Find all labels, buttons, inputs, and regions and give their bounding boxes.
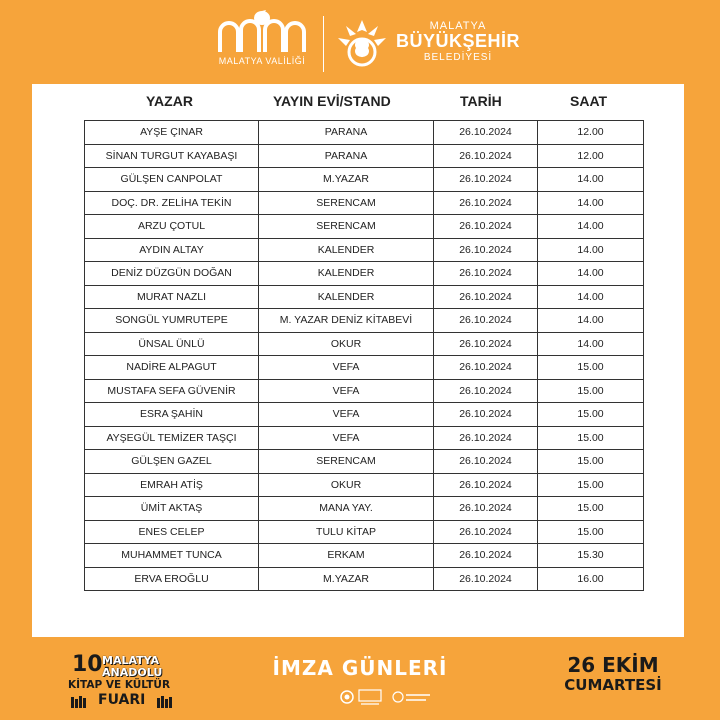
buyuksehir-wordmark <box>396 20 520 63</box>
cell-author: NADİRE ALPAGUT <box>85 356 259 380</box>
cell-publisher: M.YAZAR <box>259 168 434 192</box>
table-row <box>85 356 644 380</box>
fair-line-fuari: FUARI <box>98 692 146 708</box>
cell-author: ENES CELEP <box>85 520 259 544</box>
malatya-valiligi-logo <box>212 10 312 80</box>
malatya-buyuksehir-logo <box>332 14 521 74</box>
cell-date: 26.10.2024 <box>434 332 538 356</box>
cell-date: 26.10.2024 <box>434 191 538 215</box>
cell-publisher: SERENCAM <box>259 191 434 215</box>
cell-publisher: PARANA <box>259 121 434 145</box>
cell-date: 26.10.2024 <box>434 168 538 192</box>
cell-time: 14.00 <box>538 332 644 356</box>
cell-author: SİNAN TURGUT KAYABAŞI <box>85 144 259 168</box>
table-row <box>85 497 644 521</box>
cell-author: EMRAH ATİŞ <box>85 473 259 497</box>
cell-date: 26.10.2024 <box>434 309 538 333</box>
cell-date: 26.10.2024 <box>434 450 538 474</box>
fair-line-malatya: MALATYA <box>102 654 160 667</box>
cell-time: 15.30 <box>538 544 644 568</box>
header-yazar: YAZAR <box>146 93 193 109</box>
cell-date: 26.10.2024 <box>434 238 538 262</box>
header-divider <box>323 16 324 72</box>
fair-line-anadolu: ANADOLU <box>102 666 163 679</box>
cell-time: 15.00 <box>538 356 644 380</box>
schedule-panel <box>32 84 684 637</box>
cell-date: 26.10.2024 <box>434 403 538 427</box>
cell-publisher: TULU KİTAP <box>259 520 434 544</box>
fair-line-kitap: KİTAP VE KÜLTÜR <box>68 679 171 691</box>
event-date <box>548 654 678 694</box>
fair-number: 10. <box>72 652 111 677</box>
table-row <box>85 144 644 168</box>
cell-publisher: MANA YAY. <box>259 497 434 521</box>
table-row <box>85 403 644 427</box>
cell-time: 15.00 <box>538 426 644 450</box>
cell-author: AYDIN ALTAY <box>85 238 259 262</box>
table-row <box>85 238 644 262</box>
cell-date: 26.10.2024 <box>434 215 538 239</box>
cell-publisher: VEFA <box>259 403 434 427</box>
table-row <box>85 285 644 309</box>
cell-author: AYŞE ÇINAR <box>85 121 259 145</box>
cell-date: 26.10.2024 <box>434 544 538 568</box>
table-row <box>85 215 644 239</box>
table-row <box>85 379 644 403</box>
bb-line2: BÜYÜKŞEHİR <box>396 31 521 52</box>
table-body <box>85 121 644 591</box>
cell-time: 14.00 <box>538 238 644 262</box>
cell-time: 14.00 <box>538 262 644 286</box>
cell-publisher: KALENDER <box>259 285 434 309</box>
cell-author: GÜLŞEN CANPOLAT <box>85 168 259 192</box>
cell-author: ERVA EROĞLU <box>85 567 259 591</box>
column-headers <box>32 90 684 116</box>
table-row <box>85 567 644 591</box>
bb-line1: MALATYA <box>429 20 487 32</box>
cell-date: 26.10.2024 <box>434 379 538 403</box>
date-weekday: CUMARTESİ <box>564 676 662 694</box>
valilik-label: MALATYA VALİLİĞİ <box>218 56 306 66</box>
table-row <box>85 473 644 497</box>
cell-time: 12.00 <box>538 144 644 168</box>
cell-author: GÜLŞEN GAZEL <box>85 450 259 474</box>
cell-date: 26.10.2024 <box>434 144 538 168</box>
cell-publisher: ERKAM <box>259 544 434 568</box>
buyuksehir-emblem-icon <box>332 14 392 74</box>
header <box>0 0 720 84</box>
cell-time: 15.00 <box>538 379 644 403</box>
cell-publisher: SERENCAM <box>259 215 434 239</box>
cell-author: ÜMİT AKTAŞ <box>85 497 259 521</box>
cell-author: ESRA ŞAHİN <box>85 403 259 427</box>
table-row <box>85 262 644 286</box>
cell-date: 26.10.2024 <box>434 121 538 145</box>
header-tarih: TARİH <box>460 93 502 109</box>
cell-time: 15.00 <box>538 403 644 427</box>
cell-date: 26.10.2024 <box>434 473 538 497</box>
cell-author: ÜNSAL ÜNLÜ <box>85 332 259 356</box>
cell-publisher: M.YAZAR <box>259 567 434 591</box>
cell-publisher: VEFA <box>259 379 434 403</box>
header-saat: SAAT <box>570 93 608 109</box>
kosgeb-logo-icon <box>358 688 382 706</box>
footer <box>0 640 720 720</box>
valilik-arches-icon <box>214 10 310 54</box>
table-row <box>85 332 644 356</box>
cell-author: AYŞEGÜL TEMİZER TAŞÇI <box>85 426 259 450</box>
cell-date: 26.10.2024 <box>434 356 538 380</box>
cell-date: 26.10.2024 <box>434 520 538 544</box>
cell-date: 26.10.2024 <box>434 567 538 591</box>
date-day-month: 26 EKİM <box>567 653 659 677</box>
cell-time: 15.00 <box>538 473 644 497</box>
cell-publisher: PARANA <box>259 144 434 168</box>
cell-time: 15.00 <box>538 450 644 474</box>
cell-publisher: KALENDER <box>259 262 434 286</box>
cell-time: 15.00 <box>538 497 644 521</box>
table-row <box>85 450 644 474</box>
cell-author: DENİZ DÜZGÜN DOĞAN <box>85 262 259 286</box>
signing-schedule-table <box>84 120 644 591</box>
sponsor-logos <box>300 688 440 708</box>
table-row <box>85 520 644 544</box>
table-row <box>85 544 644 568</box>
cell-author: MURAT NAZLI <box>85 285 259 309</box>
table-row <box>85 426 644 450</box>
cell-author: MUHAMMET TUNCA <box>85 544 259 568</box>
cell-time: 15.00 <box>538 520 644 544</box>
event-title: İMZA GÜNLERİ <box>272 656 448 680</box>
cell-author: SONGÜL YUMRUTEPE <box>85 309 259 333</box>
table-row <box>85 309 644 333</box>
header-yayin-evi: YAYIN EVİ/STAND <box>273 93 391 109</box>
table-row <box>85 168 644 192</box>
cell-author: MUSTAFA SEFA GÜVENİR <box>85 379 259 403</box>
cell-author: DOÇ. DR. ZELİHA TEKİN <box>85 191 259 215</box>
cell-time: 16.00 <box>538 567 644 591</box>
seal-icon <box>340 688 354 706</box>
cell-time: 14.00 <box>538 168 644 192</box>
cell-time: 14.00 <box>538 309 644 333</box>
cell-time: 14.00 <box>538 191 644 215</box>
bb-line3: BELEDİYESİ <box>423 51 493 63</box>
books-icon <box>70 696 90 708</box>
cell-publisher: OKUR <box>259 332 434 356</box>
cell-publisher: KALENDER <box>259 238 434 262</box>
malatya-kultur-logo-icon <box>392 688 432 706</box>
cell-publisher: SERENCAM <box>259 450 434 474</box>
cell-date: 26.10.2024 <box>434 285 538 309</box>
cell-date: 26.10.2024 <box>434 426 538 450</box>
cell-time: 12.00 <box>538 121 644 145</box>
cell-publisher: M. YAZAR DENİZ KİTABEVİ <box>259 309 434 333</box>
cell-publisher: VEFA <box>259 356 434 380</box>
cell-publisher: VEFA <box>259 426 434 450</box>
cell-publisher: OKUR <box>259 473 434 497</box>
table-row <box>85 121 644 145</box>
cell-author: ARZU ÇOTUL <box>85 215 259 239</box>
cell-date: 26.10.2024 <box>434 497 538 521</box>
table-row <box>85 191 644 215</box>
books-icon <box>156 696 176 708</box>
cell-time: 14.00 <box>538 285 644 309</box>
cell-date: 26.10.2024 <box>434 262 538 286</box>
cell-time: 14.00 <box>538 215 644 239</box>
